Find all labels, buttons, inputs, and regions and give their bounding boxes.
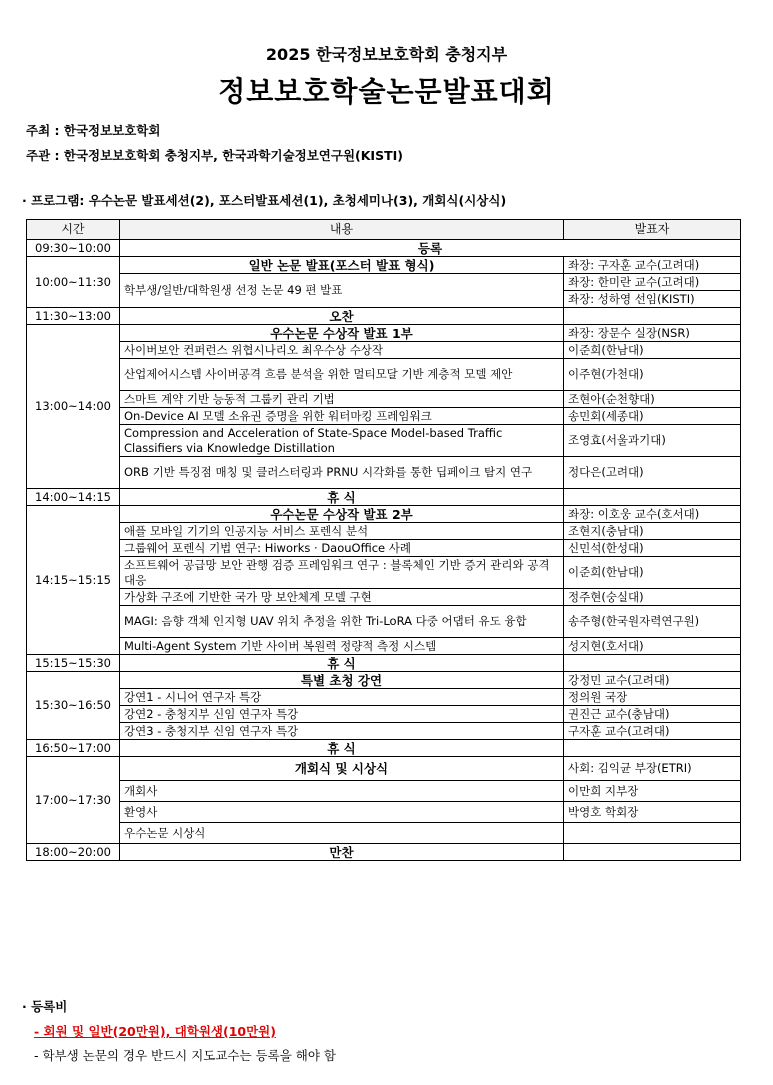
table-row	[27, 540, 741, 557]
event-subtitle: 2025 한국정보보호학회 충청지부	[265, 45, 508, 64]
presenter: 이만희 지부장	[564, 781, 741, 802]
table-row	[27, 359, 741, 391]
presenter: 정의원 국장	[564, 689, 741, 706]
presenter: 성지현(호서대)	[564, 638, 741, 655]
table-row	[27, 257, 741, 274]
table-row	[27, 844, 741, 861]
table-row	[27, 557, 741, 589]
table-row	[27, 781, 741, 802]
break-cell: 휴 식	[120, 489, 564, 506]
paper-title: 그룹웨어 포렌식 기법 연구: Hiworks · DaouOffice 사례	[120, 540, 564, 557]
session-content: 학부생/일반/대학원생 선정 논문 49 편 발표	[120, 274, 564, 308]
paper-title: ORB 기반 특징점 매칭 및 클러스터링과 PRNU 시각화를 통한 딥페이크 탐지 연구	[120, 457, 564, 489]
table-row	[27, 408, 741, 425]
time-cell: 15:30~16:50	[27, 672, 120, 740]
presenter: 송민회(세종대)	[564, 408, 741, 425]
table-row	[27, 740, 741, 757]
paper-title: 스마트 계약 기반 능동적 그룹키 관리 기법	[120, 391, 564, 408]
header-presenter: 발표자	[564, 220, 741, 240]
table-row	[27, 606, 741, 638]
table-row	[27, 723, 741, 740]
ceremony-item: 개회사	[120, 781, 564, 802]
table-row	[27, 240, 741, 257]
session-title: 우수논문 수상작 발표 1부	[120, 325, 564, 342]
paper-title: MAGI: 음향 객체 인지형 UAV 위치 추정을 위한 Tri-LoRA 다중 어댑터 유도 융합	[120, 606, 564, 638]
presenter: 박영호 학회장	[564, 802, 741, 823]
paper-title: 소프트웨어 공급망 보안 관행 검증 프레임워크 연구 : 블록체인 기반 증거 관리와 공격 대응	[120, 557, 564, 589]
presenter: 신민석(한성대)	[564, 540, 741, 557]
time-cell: 09:30~10:00	[27, 240, 120, 257]
table-row	[27, 706, 741, 723]
organizer-line: 주관 : 한국정보보호학회 충청지부, 한국과학기술정보연구원(KISTI)	[26, 148, 403, 163]
presenter: 이준희(한남대)	[564, 557, 741, 589]
lecture-title: 강연2 - 충청지부 신임 연구자 특강	[120, 706, 564, 723]
fee-highlight: - 회원 및 일반(20만원), 대학원생(10만원)	[34, 1024, 276, 1039]
table-row	[27, 457, 741, 489]
table-row	[27, 589, 741, 606]
table-row	[27, 391, 741, 408]
table-row	[27, 308, 741, 325]
event-title: 정보보호학술논문발표대회	[218, 75, 555, 108]
table-row	[27, 689, 741, 706]
chair-cell: 좌장: 성하영 선임(KISTI)	[564, 291, 741, 308]
presenter: 조영효(서울과기대)	[564, 425, 741, 457]
fee-note: - 학부생 논문의 경우 반드시 지도교수는 등록을 해야 함	[34, 1048, 336, 1063]
presenter: 구자훈 교수(고려대)	[564, 723, 741, 740]
time-cell: 14:00~14:15	[27, 489, 120, 506]
ceremony-item: 환영사	[120, 802, 564, 823]
presenter: 사회: 김익균 부장(ETRI)	[564, 757, 741, 781]
presenter: 정다은(고려대)	[564, 457, 741, 489]
time-cell: 13:00~14:00	[27, 325, 120, 489]
table-row	[27, 523, 741, 540]
presenter: 송주형(한국원자력연구원)	[564, 606, 741, 638]
time-cell: 17:00~17:30	[27, 757, 120, 844]
paper-title: 애플 모바일 기기의 인공지능 서비스 포렌식 분석	[120, 523, 564, 540]
dinner-cell: 만찬	[120, 844, 564, 861]
time-cell: 18:00~20:00	[27, 844, 120, 861]
table-row	[27, 638, 741, 655]
paper-title: Multi-Agent System 기반 사이버 복원력 정량적 측정 시스템	[120, 638, 564, 655]
table-row	[27, 655, 741, 672]
chair-cell: 좌장: 한미란 교수(고려대)	[564, 274, 741, 291]
lecture-title: 강연1 - 시니어 연구자 특강	[120, 689, 564, 706]
presenter: 강정민 교수(고려대)	[564, 672, 741, 689]
table-row	[27, 425, 741, 457]
table-header-row	[27, 220, 741, 240]
registration-cell: 등록	[120, 240, 741, 257]
paper-title: 산업제어시스템 사이버공격 흐름 분석을 위한 멀티모달 기반 계층적 모델 제안	[120, 359, 564, 391]
presenter: 권진근 교수(충남대)	[564, 706, 741, 723]
break-cell: 휴 식	[120, 655, 564, 672]
lecture-title: 강연3 - 충청지부 신임 연구자 특강	[120, 723, 564, 740]
session-title: 특별 초청 강연	[120, 672, 564, 689]
session-title: 일반 논문 발표(포스터 발표 형식)	[120, 257, 564, 274]
time-cell: 10:00~11:30	[27, 257, 120, 308]
ceremony-item: 우수논문 시상식	[120, 823, 564, 844]
table-row	[27, 274, 741, 291]
table-row	[27, 802, 741, 823]
chair-cell: 좌장: 이호웅 교수(호서대)	[564, 506, 741, 523]
fee-heading: · 등록비	[22, 999, 68, 1014]
session-title: 우수논문 수상작 발표 2부	[120, 506, 564, 523]
time-cell: 11:30~13:00	[27, 308, 120, 325]
time-cell: 16:50~17:00	[27, 740, 120, 757]
break-cell: 휴 식	[120, 740, 564, 757]
paper-title: 사이버보안 컨퍼런스 위협시나리오 최우수상 수상작	[120, 342, 564, 359]
schedule-table	[26, 219, 741, 861]
table-row	[27, 325, 741, 342]
chair-cell: 좌장: 구자훈 교수(고려대)	[564, 257, 741, 274]
session-title: 개회식 및 시상식	[120, 757, 564, 781]
table-row	[27, 672, 741, 689]
table-row	[27, 757, 741, 781]
lunch-cell: 오찬	[120, 308, 564, 325]
table-row	[27, 823, 741, 844]
paper-title: Compression and Acceleration of State-Space Model-based Traffic Classifiers via Knowledge Distillation	[120, 425, 564, 457]
table-row	[27, 489, 741, 506]
presenter: 조현아(순천향대)	[564, 391, 741, 408]
paper-title: 가상화 구조에 기반한 국가 망 보안체계 모델 구현	[120, 589, 564, 606]
presenter: 정주현(숭실대)	[564, 589, 741, 606]
program-summary: · 프로그램: 우수논문 발표세션(2), 포스터발표세션(1), 초청세미나(3), 개회식(시상식)	[22, 193, 507, 208]
header-content: 내용	[120, 220, 564, 240]
host-line: 주최 : 한국정보보호학회	[26, 123, 161, 138]
presenter: 이준희(한남대)	[564, 342, 741, 359]
table-row	[27, 342, 741, 359]
presenter: 이주현(가천대)	[564, 359, 741, 391]
time-cell: 15:15~15:30	[27, 655, 120, 672]
presenter: 조현지(충남대)	[564, 523, 741, 540]
time-cell: 14:15~15:15	[27, 506, 120, 655]
header-time: 시간	[27, 220, 120, 240]
table-row	[27, 506, 741, 523]
chair-cell: 좌장: 장문수 실장(NSR)	[564, 325, 741, 342]
paper-title: On-Device AI 모델 소유권 증명을 위한 워터마킹 프레임워크	[120, 408, 564, 425]
